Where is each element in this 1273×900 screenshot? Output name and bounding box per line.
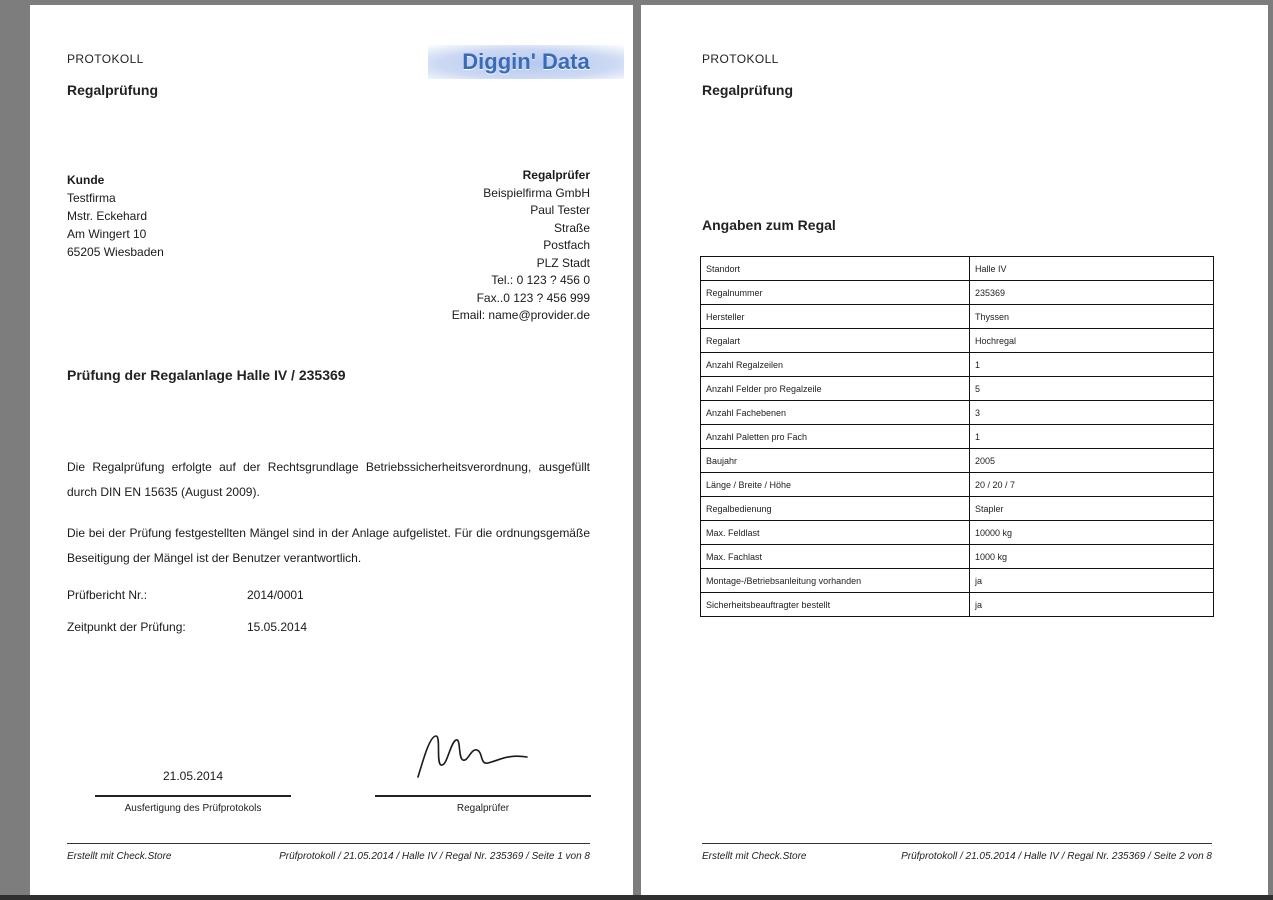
table-cell-label: Baujahr (701, 449, 970, 472)
table-cell-value: Hochregal (975, 335, 1017, 346)
customer-line: Testfirma (67, 191, 116, 205)
signature-line-right (375, 795, 591, 797)
signature-image (408, 727, 538, 791)
doc-title: Regalprüfung (67, 82, 158, 98)
table-cell-value: 235369 (975, 287, 1006, 298)
report-number-value: 2014/0001 (247, 588, 304, 602)
table-row (701, 425, 1213, 449)
inspection-time-row (67, 620, 307, 634)
table-cell-value: ja (975, 599, 983, 610)
table-cell-label: Länge / Breite / Höhe (701, 473, 970, 496)
page-1 (30, 5, 633, 895)
table-cell-value: Thyssen (975, 311, 1010, 322)
table-cell-label: Sicherheitsbeauftragter bestellt (701, 593, 970, 616)
table-cell-value: 1 (975, 359, 981, 370)
inspector-line: Email: name@provider.de (451, 308, 590, 322)
table-cell-label: Regalart (701, 329, 970, 352)
customer-label: Kunde (67, 173, 105, 187)
section-title: Angaben zum Regal (702, 217, 836, 233)
report-number-row (67, 588, 304, 602)
inspector-label: Regalprüfer (522, 168, 590, 182)
footer-left: Erstellt mit Check.Store (67, 851, 172, 862)
footer-left: Erstellt mit Check.Store (702, 851, 807, 862)
table-cell-value: 3 (975, 407, 981, 418)
inspector-block (452, 167, 590, 325)
footer-right: Prüfprotokoll / 21.05.2014 / Halle IV / Regal Nr. 235369 / Seite 2 von 8 (901, 851, 1212, 862)
body-paragraph: Die Regalprüfung erfolgte auf der Rechtsgrundlage Betriebssicherheitsverordnung, ausgefüllt durch DIN EN 15635 (August 2009). (67, 460, 590, 499)
inspection-time-value: 15.05.2014 (247, 620, 308, 634)
table-cell-value: 1 (975, 431, 981, 442)
table-row (701, 305, 1213, 329)
table-row (701, 401, 1213, 425)
table-cell-value: 1000 kg (975, 551, 1008, 562)
table-row (701, 545, 1213, 569)
inspection-time-label: Zeitpunkt der Prüfung: (67, 620, 186, 634)
customer-line: Mstr. Eckehard (67, 209, 148, 223)
body-paragraph: Die bei der Prüfung festgestellten Mängel sind in der Anlage aufgelistet. Für die ordnungsgemäße Beseitigung der Mängel ist der Benutzer verantwortlich. (67, 526, 590, 565)
table-row (701, 473, 1213, 497)
doc-title: Regalprüfung (702, 82, 793, 98)
table-row (701, 569, 1213, 593)
doc-type-label: PROTOKOLL (67, 52, 144, 66)
table-cell-value: Stapler (975, 503, 1004, 514)
table-cell-label: Anzahl Felder pro Regalzeile (701, 377, 970, 400)
customer-block (67, 171, 164, 261)
table-cell-value: 2005 (975, 455, 996, 466)
signature-date: 21.05.2014 (162, 769, 224, 783)
table-row (701, 377, 1213, 401)
signature-line-left (95, 795, 291, 797)
table-cell-label: Anzahl Regalzeilen (701, 353, 970, 376)
inspector-line: Postfach (543, 238, 590, 252)
table-cell-label: Hersteller (701, 305, 970, 328)
customer-line: Am Wingert 10 (67, 227, 147, 241)
table-cell-label: Montage-/Betriebsanleitung vorhanden (701, 569, 970, 592)
customer-line: 65205 Wiesbaden (67, 245, 164, 259)
inspector-line: Straße (553, 220, 590, 235)
table-cell-label: Anzahl Paletten pro Fach (701, 425, 970, 448)
inspector-line: Tel.: 0 123 ? 456 0 (491, 273, 590, 287)
table-cell-label: Regalnummer (701, 281, 970, 304)
page-footer (67, 843, 590, 862)
page-footer (702, 843, 1212, 862)
spec-table (700, 256, 1214, 617)
table-cell-label: Regalbedienung (701, 497, 970, 520)
table-row (701, 257, 1213, 281)
table-cell-label: Standort (701, 257, 970, 280)
table-cell-label: Max. Fachlast (701, 545, 970, 568)
table-cell-value: Halle IV (975, 263, 1007, 274)
doc-type-label: PROTOKOLL (702, 52, 779, 66)
table-row (701, 353, 1213, 377)
table-cell-value: 5 (975, 383, 981, 394)
inspector-line: Fax..0 123 ? 456 999 (476, 290, 590, 305)
inspector-line: Paul Tester (530, 203, 590, 217)
table-cell-label: Max. Feldlast (701, 521, 970, 544)
footer-right: Prüfprotokoll / 21.05.2014 / Halle IV / Regal Nr. 235369 / Seite 1 von 8 (279, 851, 590, 862)
table-row (701, 281, 1213, 305)
inspector-line: PLZ Stadt (536, 255, 590, 270)
table-cell-value: 20 / 20 / 7 (975, 479, 1016, 490)
table-row (701, 593, 1213, 616)
table-row (701, 497, 1213, 521)
section-title: Prüfung der Regalanlage Halle IV / 235369 (67, 367, 346, 383)
table-cell-label: Anzahl Fachebenen (701, 401, 970, 424)
table-row (701, 329, 1213, 353)
signature-caption-left: Ausfertigung des Prüfprotokols (124, 803, 262, 814)
table-cell-value: ja (975, 575, 983, 586)
signature-caption-right: Regalprüfer (456, 803, 510, 814)
inspector-line: Beispielfirma GmbH (483, 185, 590, 200)
company-logo: Diggin' Data (428, 45, 624, 79)
report-number-label: Prüfbericht Nr.: (67, 588, 148, 602)
page-2 (641, 5, 1268, 895)
window-bottom-edge (0, 895, 1273, 900)
table-row (701, 521, 1213, 545)
table-row (701, 449, 1213, 473)
table-cell-value: 10000 kg (975, 527, 1013, 538)
